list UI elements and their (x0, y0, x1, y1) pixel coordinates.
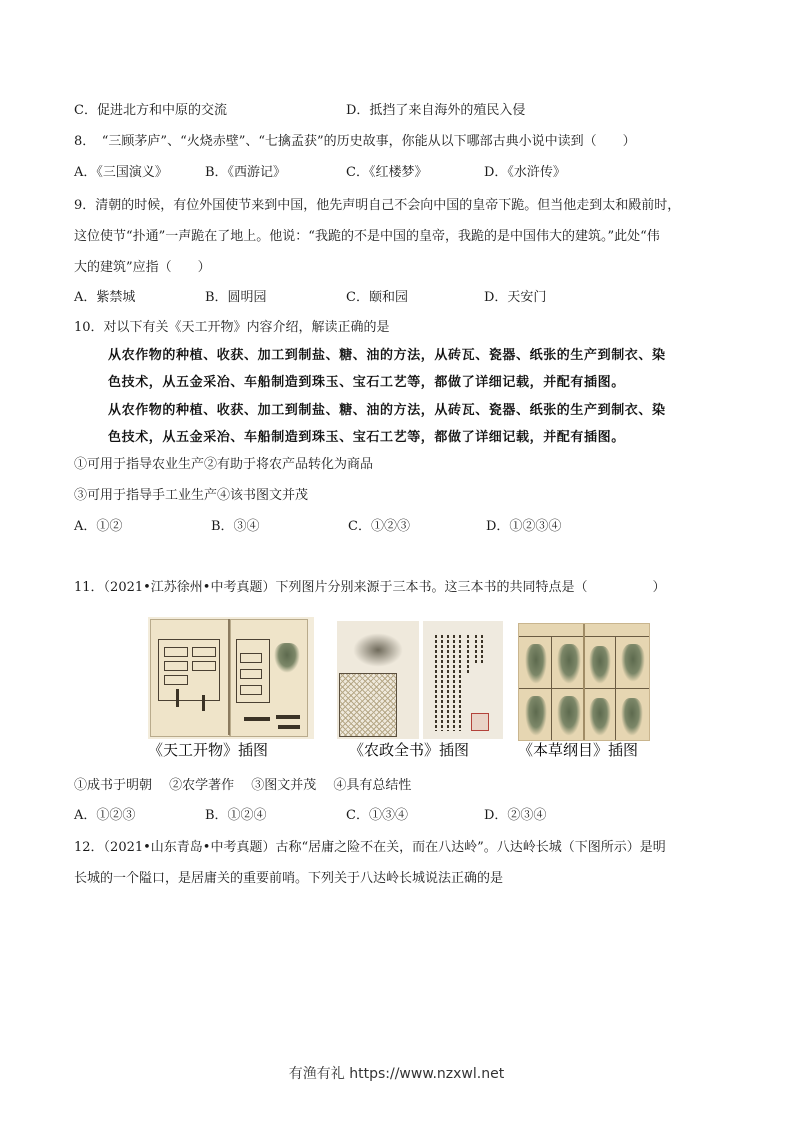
figure-tiangong-kaiwu (148, 617, 314, 739)
q11-option-d: D．②③④ (484, 808, 547, 823)
q11-option-a: A．①②③ (74, 808, 136, 823)
q10-quote-line-4: 色技术，从五金采冶、车船制造到珠玉、宝石工艺等，都做了详细记载，并配有插图。 (108, 430, 625, 445)
q12-stem-line-1: 12．（2021•山东青岛•中考真题）古称“居庸之险不在关，而在八达岭”。八达岭长城（下图所示）是明 (74, 840, 666, 855)
q10-stem: 10．对以下有关《天工开物》内容介绍，解读正确的是 (74, 320, 390, 335)
footer-watermark: 有渔有礼 https://www.nzxwl.net (288, 1066, 505, 1082)
q10-statement-line-1: ①可用于指导农业生产②有助于将农产品转化为商品 (74, 457, 374, 472)
q10-quote-line-3: 从农作物的种植、收获、加工到制盐、糖、油的方法，从砖瓦、瓷器、纸张的生产到制衣、染 (108, 403, 666, 418)
nongzheng-quanshu-illustration (337, 621, 503, 739)
q9-option-d: D．天安门 (484, 290, 547, 305)
q12-stem-line-2: 长城的一个隘口，是居庸关的重要前哨。下列关于八达岭长城说法正确的是 (74, 871, 504, 886)
figure-bencao-gangmu (518, 623, 648, 739)
q9-option-b: B．圆明园 (205, 290, 267, 305)
q7-option-d: D．抵挡了来自海外的殖民入侵 (346, 103, 526, 118)
q10-statement-line-2: ③可用于指导手工业生产④该书图文并茂 (74, 488, 309, 503)
figure-caption-tiangong-kaiwu: 《天工开物》插图 (148, 741, 269, 759)
q10-option-a: A．①② (74, 519, 123, 534)
q9-stem-line-1: 9．清朝的时候，有位外国使节来到中国，他先声明自己不会向中国的皇帝下跪。但当他走到太和殿前时， (74, 198, 681, 213)
q10-option-c: C．①②③ (348, 519, 410, 534)
q8-option-c: C．《红楼梦》 (346, 165, 428, 180)
q11-option-b: B．①②④ (205, 808, 267, 823)
figure-caption-nongzheng-quanshu: 《农政全书》插图 (349, 741, 470, 759)
q7-option-c: C．促进北方和中原的交流 (74, 103, 227, 118)
q11-stem: 11．（2021•江苏徐州•中考真题）下列图片分别来源于三本书。这三本书的共同特点是（ ） (74, 580, 666, 595)
q11-statements: ①成书于明朝 ②农学著作 ③图文并茂 ④具有总结性 (74, 778, 412, 793)
q11-option-c: C．①③④ (346, 808, 408, 823)
q9-stem-line-2: 这位使节“扑通”一声跪在了地上。他说：“我跪的不是中国的皇帝，我跪的是中国伟大的建筑。”此处“伟 (74, 229, 660, 244)
q8-stem: 8． “三顾茅庐”、“火烧赤壁”、“七擒孟获”的历史故事，你能从以下哪部古典小说中读到（ ） (74, 134, 636, 149)
q9-option-c: C．颐和园 (346, 290, 408, 305)
q8-option-d: D．《水浒传》 (484, 165, 566, 180)
q8-option-a: A．《三国演义》 (74, 165, 168, 180)
q10-option-b: B．③④ (211, 519, 260, 534)
q9-stem-line-3: 大的建筑”应指（ ） (74, 260, 211, 275)
figure-caption-bencao-gangmu: 《本草纲目》插图 (518, 741, 639, 759)
q9-option-a: A．紫禁城 (74, 290, 136, 305)
q10-quote-line-2: 色技术，从五金采冶、车船制造到珠玉、宝石工艺等，都做了详细记载，并配有插图。 (108, 375, 625, 390)
q8-option-b: B．《西游记》 (205, 165, 287, 180)
bencao-gangmu-illustration (518, 623, 650, 741)
figure-nongzheng-quanshu (337, 621, 503, 739)
q10-quote-line-1: 从农作物的种植、收获、加工到制盐、糖、油的方法，从砖瓦、瓷器、纸张的生产到制衣、染 (108, 348, 666, 363)
tiangong-kaiwu-illustration (148, 617, 314, 739)
q10-option-d: D．①②③④ (486, 519, 562, 534)
